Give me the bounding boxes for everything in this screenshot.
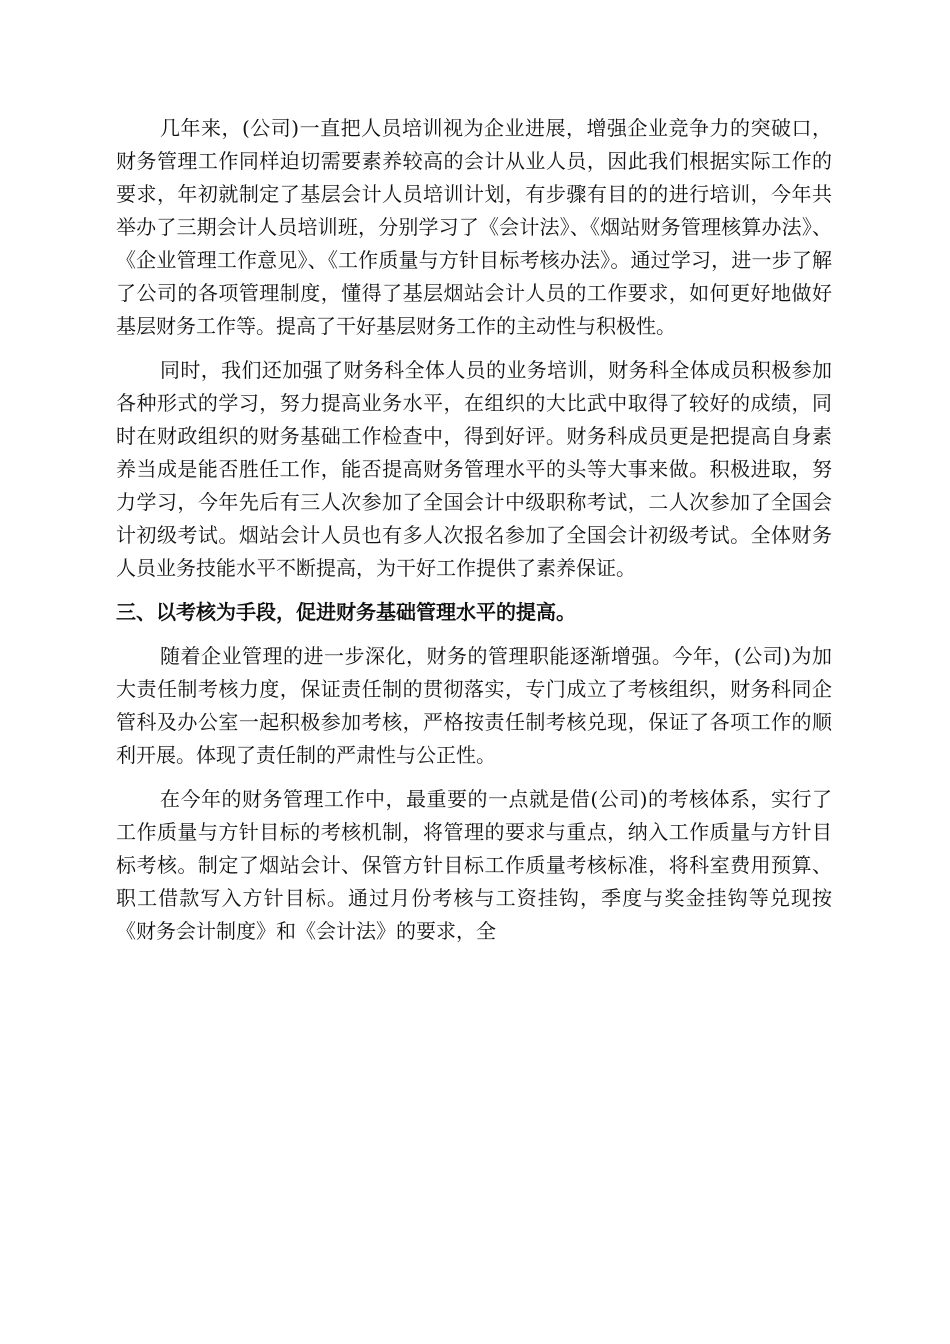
paragraph-assessment: 随着企业管理的进一步深化，财务的管理职能逐渐增强。今年，(公司)为加大责任制考核力度，保证责任制的贯彻落实，专门成立了考核组织，财务科同企管科及办公室一起积极参加考核，严格按责任制考核兑现，保证了各项工作的顺利开展。体现了责任制的严肃性与公正性。 [116, 644, 832, 767]
paragraph-staff-training: 同时，我们还加强了财务科全体人员的业务培训，财务科全体成员积极参加各种形式的学习，努力提高业务水平，在组织的大比武中取得了较好的成绩，同时在财政组织的财务基础工作检查中，得到好评。财务科成员更是把提高自身素养当成是能否胜任工作，能否提高财务管理水平的头等大事来做。积极进取，努力学习，今年先后有三人次参加了全国会计中级职称考试，二人次参加了全国会计初级考试。烟站会计人员也有多人次报名参加了全国会计初级考试。全体财务人员业务技能水平不断提高，为干好工作提供了素养保证。 [116, 358, 832, 580]
paragraph-training: 几年来，(公司)一直把人员培训视为企业进展，增强企业竞争力的突破口，财务管理工作同样迫切需要素养较高的会计从业人员，因此我们根据实际工作的要求，年初就制定了基层会计人员培训计划，有步骤有目的的进行培训，今年共举办了三期会计人员培训班，分别学习了《会计法》、《烟站财务管理核算办法》、《企业管理工作意见》、《工作质量与方针目标考核办法》。通过学习，进一步了解了公司的各项管理制度，懂得了基层烟站会计人员的工作要求，如何更好地做好基层财务工作等。提高了干好基层财务工作的主动性与积极性。 [116, 116, 832, 338]
document-page [116, 112, 832, 948]
paragraph-assessment-system: 在今年的财务管理工作中，最重要的一点就是借(公司)的考核体系，实行了工作质量与方针目标的考核机制，将管理的要求与重点，纳入工作质量与方针目标考核。制定了烟站会计、保管方针目标工作质量考核标准，将科室费用预算、职工借款写入方针目标。通过月份考核与工资挂钩，季度与奖金挂钩等兑现按《财务会计制度》和《会计法》的要求，全 [116, 787, 832, 943]
section-heading-assessment: 三、以考核为手段，促进财务基础管理水平的提高。 [116, 600, 576, 624]
